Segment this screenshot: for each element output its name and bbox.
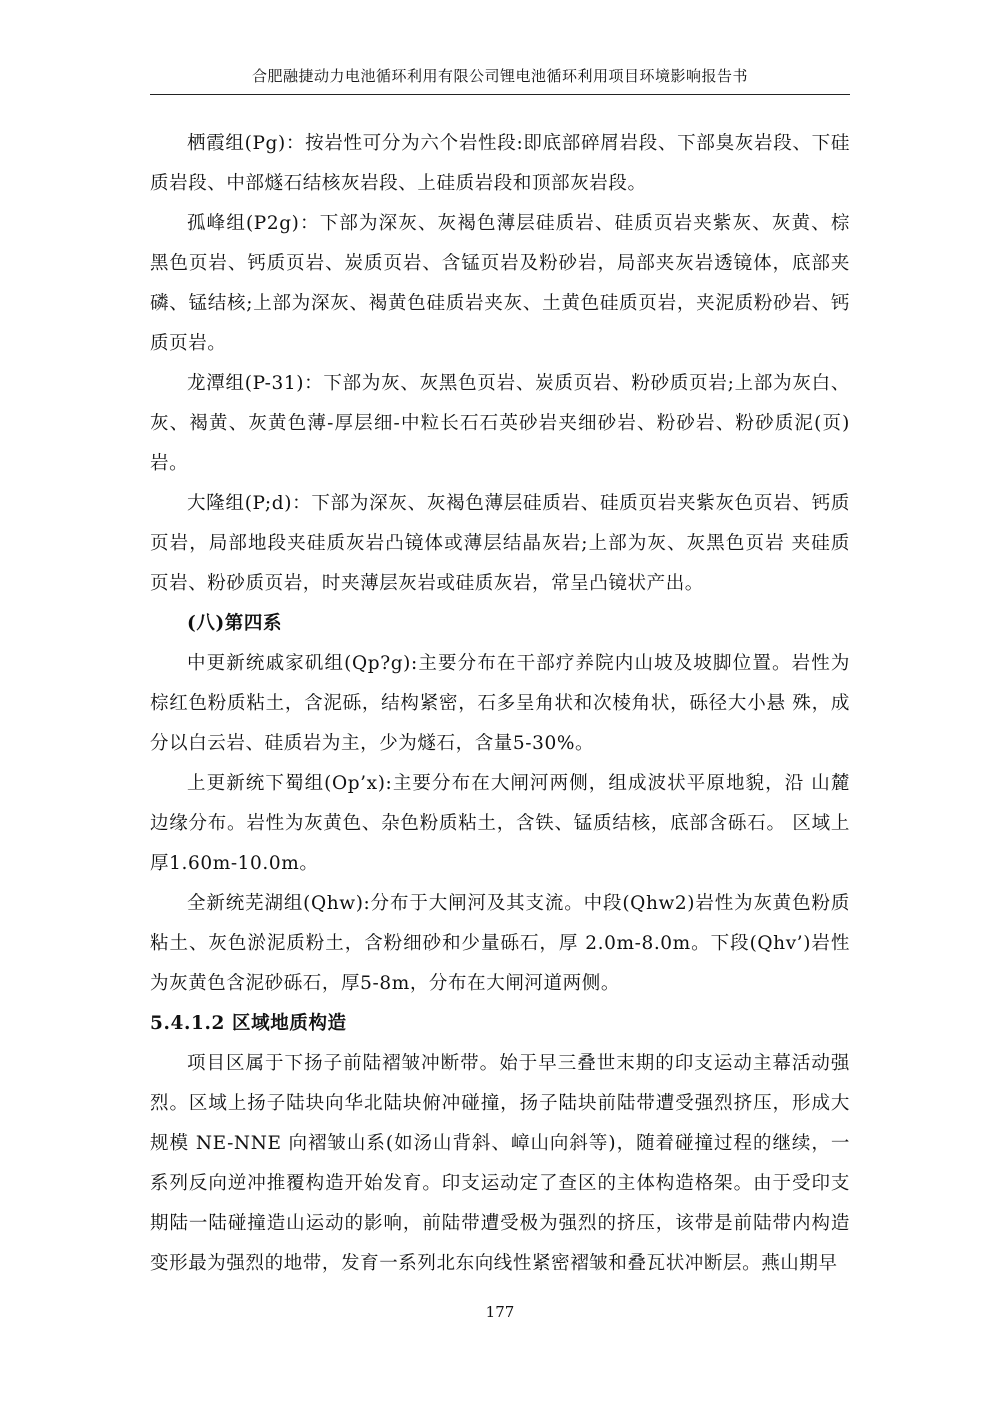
paragraph-gufeng-formation: 孤峰组(P2g)：下部为深灰、灰褐色薄层硅质岩、硅质页岩夹紫灰、灰黄、棕黑色页岩、钙质页岩、炭质页岩、含锰页岩及粉砂岩，局部夹灰岩透镜体，底部夹磷、锰结核;上部为深灰、褐黄色硅质岩夹灰、土黄色硅质页岩，夹泥质粉砂岩、钙质页岩。 (150, 213, 850, 354)
running-header (150, 64, 850, 95)
section-heading-regional-structure: 5.4.1.2 区域地质构造 (150, 1013, 347, 1034)
paragraph-qixia-formation: 栖霞组(Pg)：按岩性可分为六个岩性段:即底部碎屑岩段、下部臭灰岩段、下硅质岩段、中部燧石结核灰岩段、上硅质岩段和顶部灰岩段。 (150, 133, 850, 194)
page-number: 177 (485, 1303, 515, 1321)
paragraph-qijiaji-formation: 中更新统戚家矶组(Qp?g):主要分布在干部疗养院内山坡及坡脚位置。岩性为棕红色粉质粘土，含泥砾，结构紧密，石多呈角状和次棱角状，砾径大小悬 殊，成分以白云岩、硅质岩为主，少为燧石，含量5-30%。 (150, 653, 850, 754)
paragraph-dalong-formation: 大隆组(P;d)：下部为深灰、灰褐色薄层硅质岩、硅质页岩夹紫灰色页岩、钙质页岩，局部地段夹硅质灰岩凸镜体或薄层结晶灰岩;上部为灰、灰黑色页岩 夹硅质页岩、粉砂质页岩，时夹薄层灰岩或硅质灰岩，常呈凸镜状产出。 (150, 493, 850, 594)
heading-quaternary: (八)第四系 (187, 613, 283, 634)
page-body (150, 124, 850, 1284)
paragraph-regional-structure: 项目区属于下扬子前陆褶皱冲断带。始于早三叠世末期的印支运动主幕活动强烈。区域上扬子陆块向华北陆块俯冲碰撞，扬子陆块前陆带遭受强烈挤压，形成大规模 NE-NNE 向褶皱山系(如汤山背斜、嶂山向斜等)，随着碰撞过程的继续，一系列反向逆冲推覆构造开始发育。印支运动定了查区的主体构造格架。由于受印支期陆一陆碰撞造山运动的影响，前陆带遭受极为强烈的挤压，该带是前陆带内构造变形最为强烈的地带，发育一系列北东向线性紧密褶皱和叠瓦状冲断层。燕山期早 (150, 1053, 850, 1274)
paragraph-longtan-formation: 龙潭组(P-31)：下部为灰、灰黑色页岩、炭质页岩、粉砂质页岩;上部为灰白、灰、褐黄、灰黄色薄-厚层细-中粒长石石英砂岩夹细砂岩、粉砂岩、粉砂质泥(页)岩。 (150, 373, 850, 474)
paragraph-xiashu-formation: 上更新统下蜀组(Op’x):主要分布在大闸河两侧，组成波状平原地貌，沿 山麓边缘分布。岩性为灰黄色、杂色粉质粘土，含铁、锰质结核，底部含砾石。 区域上厚1.60m-10.0m。 (150, 773, 850, 874)
header-title: 合肥融捷动力电池循环利用有限公司锂电池循环利用项目环境影响报告书 (251, 67, 748, 85)
paragraph-wuhu-formation: 全新统芜湖组(Qhw):分布于大闸河及其支流。中段(Qhw2)岩性为灰黄色粉质粘土、灰色淤泥质粉土，含粉细砂和少量砾石，厚 2.0m-8.0m。下段(Qhv’)岩性为灰黄色含泥砂砾石，厚5-8m，分布在大闸河道两侧。 (150, 893, 850, 994)
